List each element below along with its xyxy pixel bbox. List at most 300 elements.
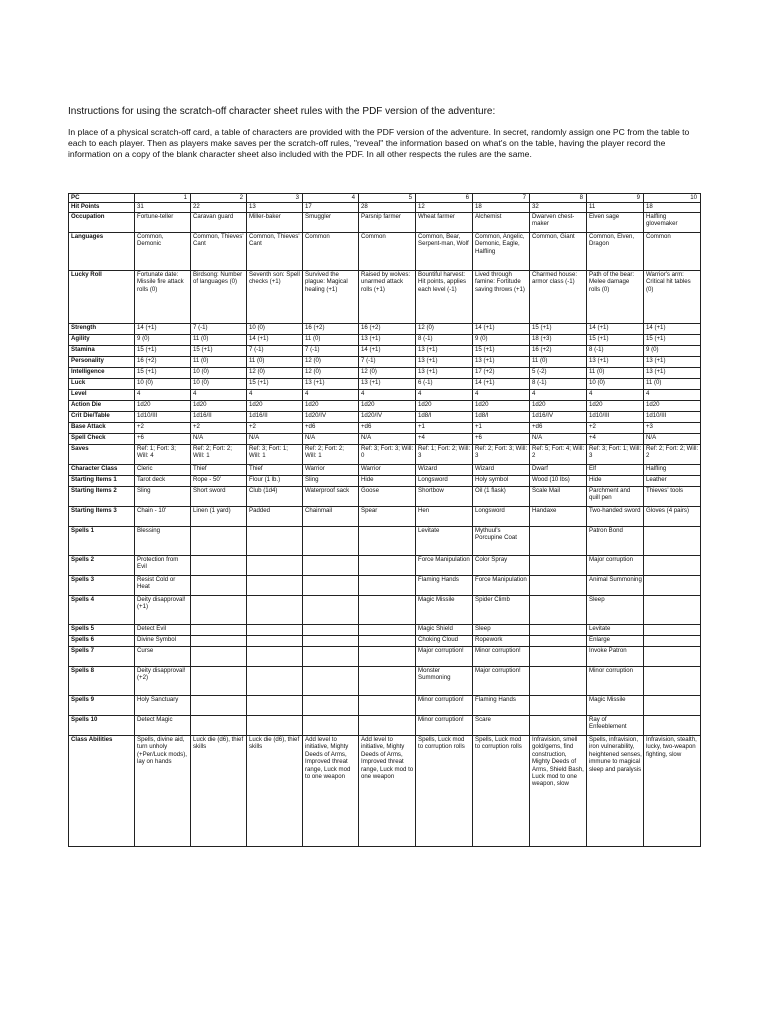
table-row [69, 379, 701, 390]
row-label-cell: Spell Check [69, 434, 135, 445]
table-cell: 14 (+1) [359, 346, 416, 357]
table-cell: 15 (+1) [135, 368, 191, 379]
row-label-cell: Action Die [69, 401, 135, 412]
table-row [69, 736, 701, 847]
table-cell: 4 [530, 390, 587, 401]
table-cell: N/A [644, 434, 701, 445]
table-cell: Minor corruption [587, 667, 644, 696]
table-cell: Curse [135, 647, 191, 667]
table-cell: Parchment and quill pen [587, 487, 644, 507]
table-cell: Dwarf [530, 465, 587, 476]
table-cell: Force Manipulation [416, 556, 473, 576]
table-cell: Scale Mail [530, 487, 587, 507]
table-cell: 12 (0) [247, 368, 303, 379]
table-cell [303, 576, 359, 596]
row-label-cell: Crit Die/Table [69, 412, 135, 423]
table-cell [191, 636, 247, 647]
table-cell: Animal Summoning [587, 576, 644, 596]
table-cell: 15 (+1) [530, 324, 587, 335]
row-label-cell: Languages [69, 233, 135, 271]
table-cell: Shortbow [416, 487, 473, 507]
table-cell: 7 (-1) [247, 346, 303, 357]
row-label-cell: Spells 6 [69, 636, 135, 647]
table-cell: 4 [303, 390, 359, 401]
row-label-cell: Spells 10 [69, 716, 135, 736]
table-cell: 13 (+1) [587, 357, 644, 368]
table-cell [303, 716, 359, 736]
header-pc-number: 9 [587, 194, 644, 203]
table-cell: +6 [473, 434, 530, 445]
table-cell: Wheat farmer [416, 213, 473, 233]
table-cell [247, 596, 303, 625]
table-cell: 18 (+3) [530, 335, 587, 346]
table-cell: 13 (+1) [416, 368, 473, 379]
table-cell: N/A [530, 434, 587, 445]
table-cell: Longsword [416, 476, 473, 487]
table-cell: Add level to initiative, Mighty Deeds of Arms, Improved threat range, Luck mod to one weapon [359, 736, 416, 847]
header-pc-number: 4 [303, 194, 359, 203]
table-cell: Spells, Luck mod to corruption rolls [473, 736, 530, 847]
table-cell: +1 [416, 423, 473, 434]
table-cell: 1d20 [473, 401, 530, 412]
table-cell: Magic Shield [416, 625, 473, 636]
table-cell: +2 [587, 423, 644, 434]
row-label-cell: Spells 9 [69, 696, 135, 716]
table-cell: 7 (-1) [191, 324, 247, 335]
table-cell: 10 (0) [191, 379, 247, 390]
table-cell: 6 (-1) [416, 379, 473, 390]
table-cell: 14 (+1) [644, 324, 701, 335]
table-cell: 11 (0) [303, 335, 359, 346]
row-label-cell: Spells 8 [69, 667, 135, 696]
table-cell: 13 (+1) [416, 357, 473, 368]
table-cell: 18 [473, 203, 530, 213]
table-row [69, 596, 701, 625]
table-cell [644, 596, 701, 625]
table-cell: Ref: 2; Fort: 3; Will: 3 [473, 445, 530, 465]
header-pc-number: 6 [416, 194, 473, 203]
table-cell: Luck die (d6), thief skills [191, 736, 247, 847]
table-cell: 1d20/IV [359, 412, 416, 423]
table-cell: 14 (+1) [247, 335, 303, 346]
table-cell [644, 647, 701, 667]
table-cell: 12 (0) [303, 368, 359, 379]
table-header-row [69, 194, 701, 203]
table-row [69, 716, 701, 736]
table-cell: 1d16/II [247, 412, 303, 423]
table-cell: Infravision, stealth, lucky, two-weapon fighting, slow [644, 736, 701, 847]
intro-paragraph: In place of a physical scratch-off card, a table of characters are provided with the PDF version of the adventure. In secret, randomly assign one PC from the table to each to each player. Then as players make saves per the scratch-off rules, "reveal" the information based on what's on the table, having the player record the information on a copy of the blank character sheet also included with the PDF. In all other respects the rules are the same. [68, 127, 690, 160]
table-cell: Common [644, 233, 701, 271]
table-cell [247, 636, 303, 647]
table-cell [644, 716, 701, 736]
table-cell: 13 (+1) [359, 379, 416, 390]
table-cell: Spells, Luck mod to corruption rolls [416, 736, 473, 847]
table-cell: Mythuul's Porcupine Coat [473, 527, 530, 556]
header-label-cell: PC [69, 194, 135, 203]
table-cell: 14 (+1) [473, 379, 530, 390]
table-cell: 13 (+1) [303, 379, 359, 390]
table-cell: 13 (+1) [473, 357, 530, 368]
row-label-cell: Spells 4 [69, 596, 135, 625]
row-label-cell: Spells 1 [69, 527, 135, 556]
table-cell: 12 (0) [359, 368, 416, 379]
row-label-cell: Luck [69, 379, 135, 390]
table-row [69, 346, 701, 357]
table-cell [644, 527, 701, 556]
table-cell: Ref: 3; Fort: 1; Will: 1 [247, 445, 303, 465]
table-cell: 15 (+1) [473, 346, 530, 357]
table-cell [359, 576, 416, 596]
row-label-cell: Spells 2 [69, 556, 135, 576]
row-label-cell: Occupation [69, 213, 135, 233]
table-cell [247, 527, 303, 556]
table-cell: 4 [359, 390, 416, 401]
row-label-cell: Starting Items 1 [69, 476, 135, 487]
table-cell [359, 696, 416, 716]
header-pc-number: 8 [530, 194, 587, 203]
table-cell: Leather [644, 476, 701, 487]
table-cell: +4 [416, 434, 473, 445]
table-cell: Seventh son: Spell checks (+1) [247, 271, 303, 324]
table-cell [303, 556, 359, 576]
table-cell: Common, Giant [530, 233, 587, 271]
table-cell: +1 [473, 423, 530, 434]
table-cell: Charmed house: armor class (-1) [530, 271, 587, 324]
table-cell [359, 527, 416, 556]
row-label-cell: Agility [69, 335, 135, 346]
table-cell: N/A [247, 434, 303, 445]
row-label-cell: Stamina [69, 346, 135, 357]
table-cell: 1d8/I [473, 412, 530, 423]
table-cell: 14 (+1) [587, 324, 644, 335]
table-cell: 14 (+1) [473, 324, 530, 335]
table-cell: 31 [135, 203, 191, 213]
table-cell: Spear [359, 507, 416, 527]
table-row [69, 647, 701, 667]
table-cell: N/A [191, 434, 247, 445]
table-cell: 28 [359, 203, 416, 213]
table-cell: Minor corruption! [473, 647, 530, 667]
table-cell: 5 (-2) [530, 368, 587, 379]
table-cell: 4 [587, 390, 644, 401]
table-cell: Halfling [644, 465, 701, 476]
table-cell: 15 (+1) [135, 346, 191, 357]
row-label-cell: Character Class [69, 465, 135, 476]
table-cell: Ray of Enfeeblement [587, 716, 644, 736]
table-row [69, 423, 701, 434]
table-cell: Fortune-teller [135, 213, 191, 233]
table-cell [303, 696, 359, 716]
table-cell: 10 (0) [191, 368, 247, 379]
table-cell: Lived through famine: Fortitude saving throws (+1) [473, 271, 530, 324]
table-row [69, 233, 701, 271]
table-cell [191, 667, 247, 696]
table-row [69, 636, 701, 647]
table-cell: +2 [191, 423, 247, 434]
table-cell: N/A [359, 434, 416, 445]
table-cell: Fortunate date: Missile fire attack rolls (0) [135, 271, 191, 324]
table-cell: Spider Climb [473, 596, 530, 625]
table-cell [303, 527, 359, 556]
table-cell: Choking Cloud [416, 636, 473, 647]
table-cell: 13 (+1) [644, 357, 701, 368]
row-label-cell: Spells 7 [69, 647, 135, 667]
table-cell: 4 [416, 390, 473, 401]
table-cell [530, 527, 587, 556]
table-cell: Deity disapproval! (+1) [135, 596, 191, 625]
table-row [69, 625, 701, 636]
table-cell [644, 576, 701, 596]
row-label-cell: Personality [69, 357, 135, 368]
table-cell: 1d20 [359, 401, 416, 412]
table-cell: Ref: 2; Fort: 2; Will: 2 [644, 445, 701, 465]
table-cell: 12 (0) [416, 324, 473, 335]
table-row [69, 465, 701, 476]
table-cell: Major corruption! [473, 667, 530, 696]
table-cell: Color Spray [473, 556, 530, 576]
table-cell [191, 527, 247, 556]
table-cell [359, 716, 416, 736]
table-row [69, 412, 701, 423]
table-cell: Holy symbol [473, 476, 530, 487]
table-cell: 15 (+1) [644, 335, 701, 346]
table-cell: Add level to initiative, Mighty Deeds of Arms, Improved threat range, Luck mod to one weapon [303, 736, 359, 847]
table-cell: Hide [359, 476, 416, 487]
row-label-cell: Strength [69, 324, 135, 335]
table-cell: Ref: 1; Fort: 2; Will: 3 [416, 445, 473, 465]
table-cell: 17 [303, 203, 359, 213]
table-cell [644, 625, 701, 636]
table-cell [359, 625, 416, 636]
table-cell: +6 [135, 434, 191, 445]
header-pc-number: 7 [473, 194, 530, 203]
table-cell: Holy Sanctuary [135, 696, 191, 716]
table-cell: 1d20 [135, 401, 191, 412]
table-cell: +d6 [530, 423, 587, 434]
table-cell: Padded [247, 507, 303, 527]
table-cell: Flaming Hands [416, 576, 473, 596]
table-cell [644, 556, 701, 576]
table-cell: Thieves' tools [644, 487, 701, 507]
table-cell: Two-handed sword [587, 507, 644, 527]
table-cell: 18 [644, 203, 701, 213]
table-cell: Ref: 3; Fort: 3; Will: 0 [359, 445, 416, 465]
table-cell [247, 696, 303, 716]
table-cell: Spells, infravision, iron vulnerability, heightened senses, immune to magical sleep and paralysis [587, 736, 644, 847]
row-label-cell: Intelligence [69, 368, 135, 379]
table-cell: Chain - 10' [135, 507, 191, 527]
table-cell: 8 (-1) [530, 379, 587, 390]
table-cell: Wizard [473, 465, 530, 476]
table-cell: Warrior's arm: Critical hit tables (0) [644, 271, 701, 324]
table-row [69, 335, 701, 346]
table-cell: Detect Magic [135, 716, 191, 736]
row-label-cell: Lucky Roll [69, 271, 135, 324]
header-pc-number: 3 [247, 194, 303, 203]
table-cell: 1d10/III [135, 412, 191, 423]
table-cell [191, 716, 247, 736]
table-cell: 32 [530, 203, 587, 213]
table-cell: 13 (+1) [416, 346, 473, 357]
table-cell: Minor corruption! [416, 696, 473, 716]
table-cell: 14 (+1) [135, 324, 191, 335]
table-cell [359, 596, 416, 625]
table-cell: Linen (1 yard) [191, 507, 247, 527]
table-cell: Enlarge [587, 636, 644, 647]
table-cell [644, 667, 701, 696]
table-row [69, 556, 701, 576]
table-cell: 4 [247, 390, 303, 401]
row-label-cell: Level [69, 390, 135, 401]
table-cell [303, 636, 359, 647]
row-label-cell: Spells 3 [69, 576, 135, 596]
table-cell: N/A [303, 434, 359, 445]
table-row [69, 357, 701, 368]
table-cell: Resist Cold or Heat [135, 576, 191, 596]
table-cell: Flour (1 lb.) [247, 476, 303, 487]
table-cell [530, 716, 587, 736]
table-cell: Sling [303, 476, 359, 487]
table-cell: 11 (0) [587, 368, 644, 379]
table-cell: 1d10/III [644, 412, 701, 423]
table-cell: Minor corruption! [416, 716, 473, 736]
table-cell: 8 (-1) [416, 335, 473, 346]
table-cell [247, 667, 303, 696]
table-cell: Miller-baker [247, 213, 303, 233]
header-pc-number: 5 [359, 194, 416, 203]
table-cell: 16 (+2) [359, 324, 416, 335]
table-cell: 16 (+2) [530, 346, 587, 357]
table-cell: Common, Demonic [135, 233, 191, 271]
table-cell: Patron Bond [587, 527, 644, 556]
table-row [69, 368, 701, 379]
table-cell: Common, Thieves' Cant [247, 233, 303, 271]
table-cell: Warrior [303, 465, 359, 476]
table-cell: 1d16/IV [530, 412, 587, 423]
table-cell: Short sword [191, 487, 247, 507]
table-cell: 1d8/I [416, 412, 473, 423]
table-cell [247, 625, 303, 636]
table-cell: 10 (0) [247, 324, 303, 335]
table-cell: Flaming Hands [473, 696, 530, 716]
table-row [69, 271, 701, 324]
table-cell: Scare [473, 716, 530, 736]
header-pc-number: 10 [644, 194, 701, 203]
character-table [68, 193, 701, 847]
table-cell: Longsword [473, 507, 530, 527]
table-cell: +2 [135, 423, 191, 434]
table-cell: Smuggler [303, 213, 359, 233]
table-row [69, 487, 701, 507]
table-cell [303, 625, 359, 636]
table-cell: Ref: 2; Fort: 2; Will: 1 [303, 445, 359, 465]
table-cell [247, 556, 303, 576]
table-cell: Raised by wolves: unarmed attack rolls (+1) [359, 271, 416, 324]
table-cell: Waterproof sack [303, 487, 359, 507]
table-cell: Levitate [416, 527, 473, 556]
table-cell: 17 (+2) [473, 368, 530, 379]
table-cell [644, 636, 701, 647]
table-cell: 15 (+1) [587, 335, 644, 346]
table-cell: Force Manipulation [473, 576, 530, 596]
table-cell: 15 (+1) [247, 379, 303, 390]
table-cell [191, 596, 247, 625]
table-cell: 1d20 [530, 401, 587, 412]
table-cell [191, 625, 247, 636]
table-cell: Elf [587, 465, 644, 476]
table-row [69, 527, 701, 556]
table-row [69, 401, 701, 412]
row-label-cell: Starting Items 3 [69, 507, 135, 527]
table-cell: Deity disapproval! (+2) [135, 667, 191, 696]
table-cell: Bountiful harvest: Hit points, applies each level (-1) [416, 271, 473, 324]
table-cell: Major corruption! [416, 647, 473, 667]
table-cell: Magic Missile [416, 596, 473, 625]
table-cell: Thief [247, 465, 303, 476]
table-cell: 12 (0) [303, 357, 359, 368]
row-label-cell: Starting Items 2 [69, 487, 135, 507]
table-cell [530, 576, 587, 596]
table-cell: Sling [135, 487, 191, 507]
table-cell: 13 (+1) [644, 368, 701, 379]
table-cell [530, 625, 587, 636]
table-cell: 4 [135, 390, 191, 401]
row-label-cell: Base Attack [69, 423, 135, 434]
table-cell: +3 [644, 423, 701, 434]
table-cell: Parsnip farmer [359, 213, 416, 233]
table-cell: +d6 [359, 423, 416, 434]
table-cell: 22 [191, 203, 247, 213]
table-cell [191, 696, 247, 716]
table-cell: Warrior [359, 465, 416, 476]
table-cell: Ref: 1; Fort: 3; Will: 4 [135, 445, 191, 465]
table-cell: Handaxe [530, 507, 587, 527]
table-cell: Common, Angelic, Demonic, Eagle, Halfling [473, 233, 530, 271]
table-cell: 11 (0) [247, 357, 303, 368]
table-cell: 1d20 [247, 401, 303, 412]
table-cell: Detect Evil [135, 625, 191, 636]
table-cell: Ref: 5; Fort: 4; Will: 2 [530, 445, 587, 465]
table-cell: Club (1d4) [247, 487, 303, 507]
table-cell: Hen [416, 507, 473, 527]
table-cell [359, 667, 416, 696]
table-cell: 4 [644, 390, 701, 401]
table-cell: Common, Elven, Dragon [587, 233, 644, 271]
table-cell: 1d20 [644, 401, 701, 412]
table-cell: 11 (0) [191, 335, 247, 346]
row-label-cell: Hit Points [69, 203, 135, 213]
table-cell: Thief [191, 465, 247, 476]
table-cell: Goose [359, 487, 416, 507]
table-row [69, 667, 701, 696]
table-cell: Common, Thieves' Cant [191, 233, 247, 271]
table-cell: 10 (0) [587, 379, 644, 390]
table-cell [530, 647, 587, 667]
table-row [69, 476, 701, 487]
table-cell: Monster Summoning [416, 667, 473, 696]
table-cell: 15 (+1) [191, 346, 247, 357]
table-cell: 9 (0) [473, 335, 530, 346]
table-cell [303, 596, 359, 625]
header-pc-number: 1 [135, 194, 191, 203]
table-cell: 9 (0) [135, 335, 191, 346]
table-cell: 16 (+2) [303, 324, 359, 335]
table-cell [530, 667, 587, 696]
table-cell: 8 (-1) [587, 346, 644, 357]
table-cell: Protection from Evil [135, 556, 191, 576]
table-cell: Gloves (4 pairs) [644, 507, 701, 527]
